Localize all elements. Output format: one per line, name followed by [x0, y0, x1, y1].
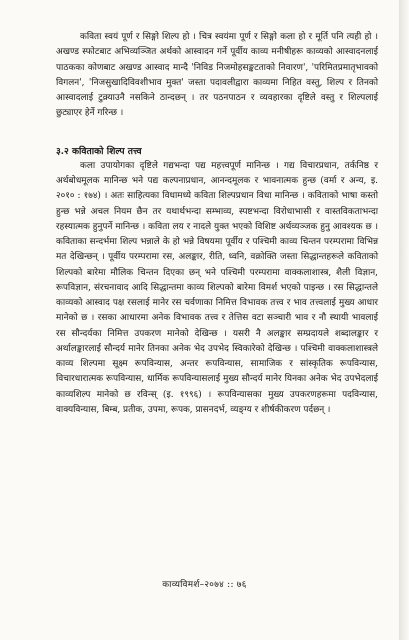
section-heading: ३.२ कविताको शिल्प तत्त्व — [56, 145, 142, 157]
page-footer: काव्यविमर्श–२०७४ :: ७६ — [162, 580, 247, 590]
paragraph-1: कविता स्वयं पूर्ण र सिङ्गो शिल्प हो । चित्र स्वयंमा पूर्ण र सिङ्गो कला हो र मूर्ति पनि त्यही हो । अखण्ड स्फोटबाट अभिव्यञ्जित अर्थको आस्वादन गर्ने पूर्वीय काव्य मनीषीहरू काव्यको आस्वादनलाई पाठकका कोणबाट अखण्ड आस्वाद मान्दै 'निविड निजमोहसङ्कटताको निवारण', 'परिमितप्रमातृभावको विगलन', 'निजसुखादिविवशीभाव मुक्त' जस्ता पदावलीद्वारा काव्यमा निहित वस्तु, शिल्प र तिनको आस्वादलाई टुक्र्याउनै नसकिने ठान्दछन् । तर पठनपाठन र व्यवहारका दृष्टिले वस्तु र शिल्पलाई छुट्याएर हेर्ने गरिन्छ । — [56, 32, 378, 119]
paragraph-2: कला उपायोगका दृष्टिले गद्यभन्दा पद्य महत्त्वपूर्ण मानिन्छ । गद्य विचारप्रधान, तर्कनिष्ठ र अर्थबोधमूलक मानिन्छ भने पद्य कल्पनाप्रधान, आनन्दमूलक र भावनात्मक हुन्छ (वर्मा र अन्य, इ. २०१० : १७४) । अतः साहित्यका विधामध्ये कविता शिल्पप्रधान विधा मानिन्छ । कविताको भाषा कस्तो हुन्छ भन्ने अचल नियम छैन तर यथार्थभन्दा सम्भाव्य, स्पष्टभन्दा विरोधाभासी र वास्तविकताभन्दा रहस्यात्मक हुनुपर्ने मानिन्छ । कविता लय र नादले युक्त भएको विशिष्ट अर्थव्यञ्जक हुनु आवश्यक छ । कविताका सन्दर्भमा शिल्प भन्नाले के हो भन्ने विषयमा पूर्वीय र पश्चिमी काव्य चिन्तन परम्परामा विभिन्न मत देखिन्छन् । पूर्वीय परम्परामा रस, अलङ्कार, रीति, ध्वनि, वक्रोक्ति जस्ता सिद्धान्तहरूले कविताको शिल्पको बारेमा मौलिक चिन्तन दिएका छन् भने पश्चिमी परम्परामा वाक्कलाशास्त्र, शैली विज्ञान, रूपविज्ञान, संरचनावाद आदि सिद्धान्तमा काव्य शिल्पको बारेमा विमर्श भएको पाइन्छ । रस सिद्धान्तले काव्यको आस्वाद पक्ष रसलाई मानेर रस चर्वणाका निमित्त विभावक तत्त्व र भाव तत्त्वलाई मुख्य आधार मानेको छ । रसका आधारमा अनेक विभावक तत्त्व र तेत्तिस वटा सञ्चारी भाव र नौ स्थायी भावलाई रस सौन्दर्यका निमित्त उपकरण मानेको देखिन्छ । यसरी नै अलङ्कार सम्प्रदायले शब्दालङ्कार र अर्थालङ्कारलाई सौन्दर्य मानेर तिनका अनेक भेद उपभेद स्विकारेको देखिन्छ । पश्चिमी वाक्कलाशास्त्रले काव्य शिल्पमा सूक्ष्म रूपविन्यास, अन्तर रूपविन्यास, सामाजिक र सांस्कृतिक रूपविन्यास, विचारधारात्मक रूपविन्यास, धार्मिक रूपविन्यासलाई मुख्य सौन्दर्य मानेर यिनका अनेक भेद उपभेदलाई काव्यशिल्प मानेको छ रविन्स् (इ. १९९६) । रूपविन्यासका मुख्य उपकरणहरूमा पदविन्यास, वाक्यविन्यास, बिम्ब, प्रतीक, उपमा, रूपक, प्रासनदर्भ, व्यङ्ग्य र शीर्षकीकरण पर्दछन् । — [56, 160, 378, 415]
page-edge-shadow — [399, 0, 409, 640]
body-text — [56, 30, 378, 418]
